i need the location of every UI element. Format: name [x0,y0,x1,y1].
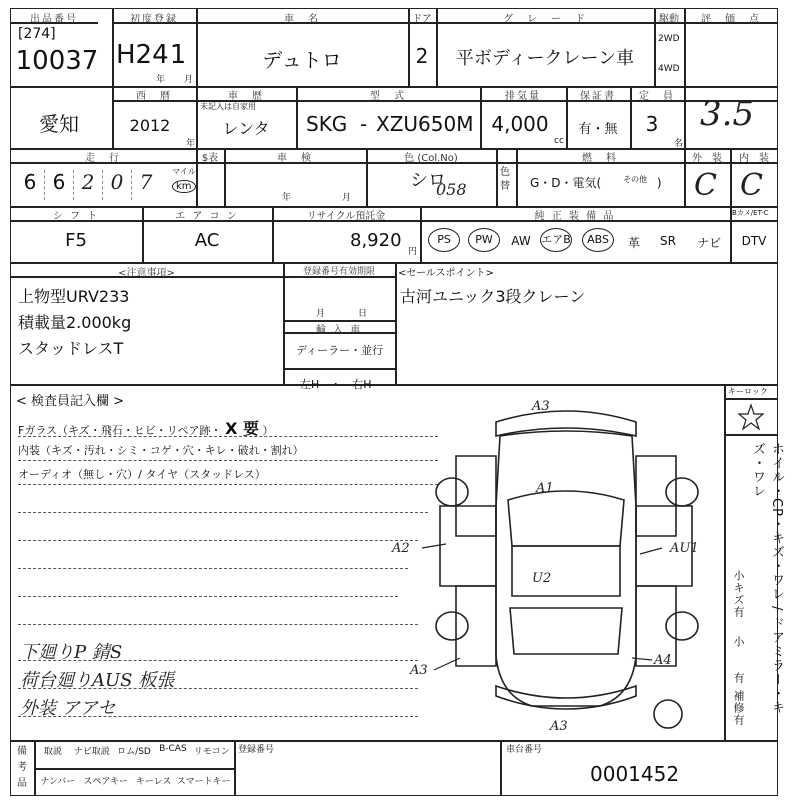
interior-label: 内 装 [739,153,769,164]
handwritten-note: 荷台廻りAUS 板張 [20,670,175,691]
door-label: ドア [412,14,432,25]
capacity-unit: 名 [674,139,684,149]
sales-point: 古河ユニック3段クレーン [400,287,586,306]
import-label: 輸 入 車 [315,325,363,336]
drive-2wd: 2WD [658,34,680,44]
chassis-number: 0001452 [590,762,680,786]
equip-leather: 革 [627,236,640,250]
note-line: 上物型URV233 [18,287,130,306]
exterior-label: 外 装 [692,153,722,164]
chassis-label: 車台番号 [506,745,543,755]
model-value: XZU650M [376,112,474,136]
accessory-item: キーレス [135,777,172,787]
reg-year-unit: 年 [156,75,166,85]
side-remark: ホイル・CP・キズ・ワレ / ドアミラー・キズ・ワレ [750,442,784,715]
reg-label: 初度登録 [130,14,178,25]
handle-side: 左H ・ 右H [300,378,372,391]
lot-label: 出品番号 [30,14,78,25]
grade-value: 平ボディークレーン車 [455,48,635,69]
accessory-item: スペアキー [83,777,129,787]
accessory-item: B-CAS [159,744,187,754]
registration-number-label: 登録番号 [238,745,275,755]
color-change-label: 色替 [500,167,510,192]
drive-label: 駆動 [659,14,679,25]
warranty-value: 有・無 [578,122,618,137]
side-remark-small: 補修有 [732,690,745,726]
mileage-unit-km: km [172,180,196,193]
recycle-unit: 円 [408,247,418,257]
drive-4wd: 4WD [658,64,680,74]
glass-close: ） [262,424,274,437]
inspection-year-unit: 年 [282,193,292,203]
mileage-digit: 6 [16,170,45,200]
cc-label: 排気量 [505,91,541,102]
year-label: 西 暦 [136,91,172,102]
equip-airbag: エアB [540,228,572,252]
lot-sub: [274] [18,26,56,42]
recycle-label: リサイクル預託金 [306,211,386,222]
damage-mark: U2 [532,571,552,586]
model-prefix: SKG [306,112,348,136]
vehicle-diagram [392,396,720,736]
equip-dtv: DTV [741,234,767,248]
equipment-extra: Bカメ/ET-C [732,209,769,217]
audio-remark: オーディオ（無し・穴）/ タイヤ（スタッドレス） [18,468,266,481]
mileage-digits [16,170,166,200]
side-remark-small: 小キズ有 [732,570,745,618]
shift-value: F5 [65,230,87,251]
grade-label: グ レ ー ド [503,14,587,25]
equip-aw: AW [511,234,531,248]
interior-grade: C [740,168,763,203]
damage-mark: AU1 [670,541,699,556]
score-value: 3.5 [700,94,755,134]
accessory-row-top [36,744,232,757]
expire-label: 登録番号有効期限 [302,267,375,277]
damage-mark: A1 [536,481,554,496]
note-line: スタッドレスT [18,339,124,358]
capacity-value: 3 [645,112,659,136]
mileage-digit: 2 [74,170,103,200]
inspector-title: < 検査員記入欄 > [16,394,125,409]
region: 愛知 [39,112,79,136]
handwritten-note: 外装 アアセ [20,698,116,719]
damage-mark: A4 [654,653,672,668]
color-value: シロ [410,170,446,191]
reg-month: 1 [169,40,187,70]
model-dash: - [360,112,368,136]
inspection-month-unit: 月 [342,193,352,203]
fuel-label: 燃 料 [582,153,618,164]
car-name: デュトロ [262,48,342,72]
use-label: 車 歴 [228,91,264,102]
damage-mark: A2 [392,541,410,556]
mileage-unit-mile: マイル [172,167,196,176]
door-count: 2 [415,44,429,68]
glass-mark: X 要 [225,419,259,438]
mileage-digit: 0 [103,170,132,200]
mileage-digit: 7 [139,170,153,194]
year-value: 2012 [129,116,171,135]
ac-value: AC [194,230,220,251]
warranty-label: 保証書 [580,91,616,102]
mileage-label: 走 行 [85,153,121,164]
accessory-item: ナビ取説 [73,747,110,757]
handwritten-note: 下廻りP 錆S [20,642,123,663]
equip-ps: PS [428,228,460,252]
equipment-label: 純 正 装 備 品 [534,211,616,222]
damage-mark: A3 [532,399,550,414]
recycle-value: 8,920 [350,230,402,251]
fuel-close: ) [656,176,662,190]
use-sub: 未記入は自家用 [200,102,256,111]
accessory-item: リモコン [193,747,230,757]
cc-unit: cc [554,136,564,146]
glass-text: Fガラス（キズ・飛石・ヒビ・リペア跡・ [18,424,222,437]
damage-mark: A3 [550,719,568,734]
accessory-item: ロム/SD [117,747,151,757]
reg-era: H24 [116,40,169,70]
note-line: 積載量2.000kg [18,313,132,332]
odo-label: $表 [201,153,219,164]
accessory-item: ナンバー [40,777,76,787]
color-number: 058 [436,180,467,199]
score-label: 評 価 点 [701,14,761,25]
use-value: レンタ [222,119,270,138]
equip-sr: SR [660,234,676,248]
equip-pw: PW [468,228,500,252]
footer-side-label: 備考品 [17,746,27,789]
model-label: 型 式 [370,91,406,102]
side-remark-small: 小 有 [732,636,745,684]
equip-navi: ナビ [696,236,721,250]
name-label: 車 名 [284,14,320,25]
fuel-value: G・D・電気( [530,176,602,190]
import-dealer: ディーラー・並行 [296,344,384,357]
expire-month: 月 [316,309,326,319]
shift-label: シ フ ト [52,211,100,222]
interior-remark: 内装（キズ・汚れ・シミ・コゲ・穴・キレ・破れ・割れ） [18,444,304,457]
accessory-item: 取説 [43,747,62,757]
sales-label: <セールスポイント> [398,268,494,279]
fuel-other: その他 [623,175,648,184]
expire-day: 日 [358,309,368,319]
fuel-options [530,174,662,191]
ac-label: エ ア コ ン [175,211,239,222]
exterior-grade: C [694,168,717,203]
key-lock-label: キーロック [728,387,768,396]
accessory-row-bottom [36,774,232,787]
year-unit: 年 [186,139,196,149]
mileage-digit: 6 [45,170,74,200]
star-icon [736,402,766,432]
lot-number: 10037 [15,46,99,76]
damage-mark: A3 [410,663,428,678]
color-label: 色 (Col.No) [404,153,458,164]
notes-label: <注意事項> [118,268,175,279]
inspection-label: 車 検 [277,153,313,164]
capacity-label: 定 員 [639,91,675,102]
equip-abs: ABS [582,228,614,252]
reg-month-unit: 月 [184,75,194,85]
cc-value: 4,000 [491,112,549,136]
accessory-item: スマートキー [176,777,231,787]
